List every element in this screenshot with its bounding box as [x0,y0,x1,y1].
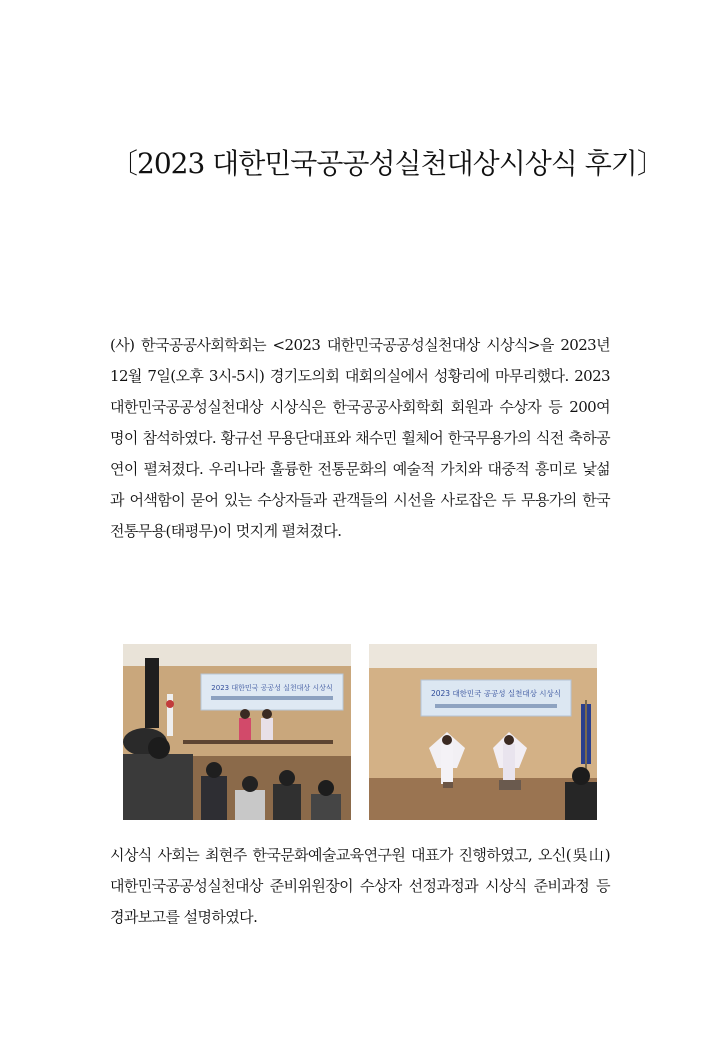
page-title: 〔2023 대한민국공공성실천대상시상식 후기〕 [110,147,664,180]
body-paragraph-1: (사) 한국공공사회학회는 <2023 대한민국공공성실천대상 시상식>을 2023년 12월 7일(오후 3시-5시) 경기도의회 대회의실에서 성황리에 마무리했다. 2023 대한민국공공성실천대상 시상식은 한국공공사회학회 회원과 수상자 등 200여 명이 참석하였다. 황규선 무용단대표와 채수민 휠체어 한국무용가의 식전 축하공연이 펼쳐졌다. 우리나라 훌륭한 전통문화의 예술적 가치와 대중적 흥미로 낯섦과 어색함이 묻어 있는 수상자들과 관객들의 시선을 사로잡은 두 무용가의 한국 전통무용(태평무)이 멋지게 펼쳐졌다. [110,336,610,540]
body-paragraph-2: 시상식 사회는 최현주 한국문화예술교육연구원 대표가 진행하였고, 오신(吳山) 대한민국공공성실천대상 준비위원장이 수상자 선정과정과 시상식 준비과정 등 경과보고를 설명하였다. [110,846,610,926]
stage-banner [201,674,343,710]
ceremony-photo-audience-image [123,644,351,820]
ceremony-photo-dancers-image [369,644,597,820]
stage-banner-title: 2023 대한민국 공공성 실천대상 시상식 [430,689,562,698]
ceremony-photo-audience [123,644,351,820]
stage-banner [421,680,571,716]
ceremony-photo-dancers [369,644,597,820]
floor [369,778,597,820]
stage-banner-title: 2023 대한민국 공공성 실천대상 시상식 [211,684,333,692]
